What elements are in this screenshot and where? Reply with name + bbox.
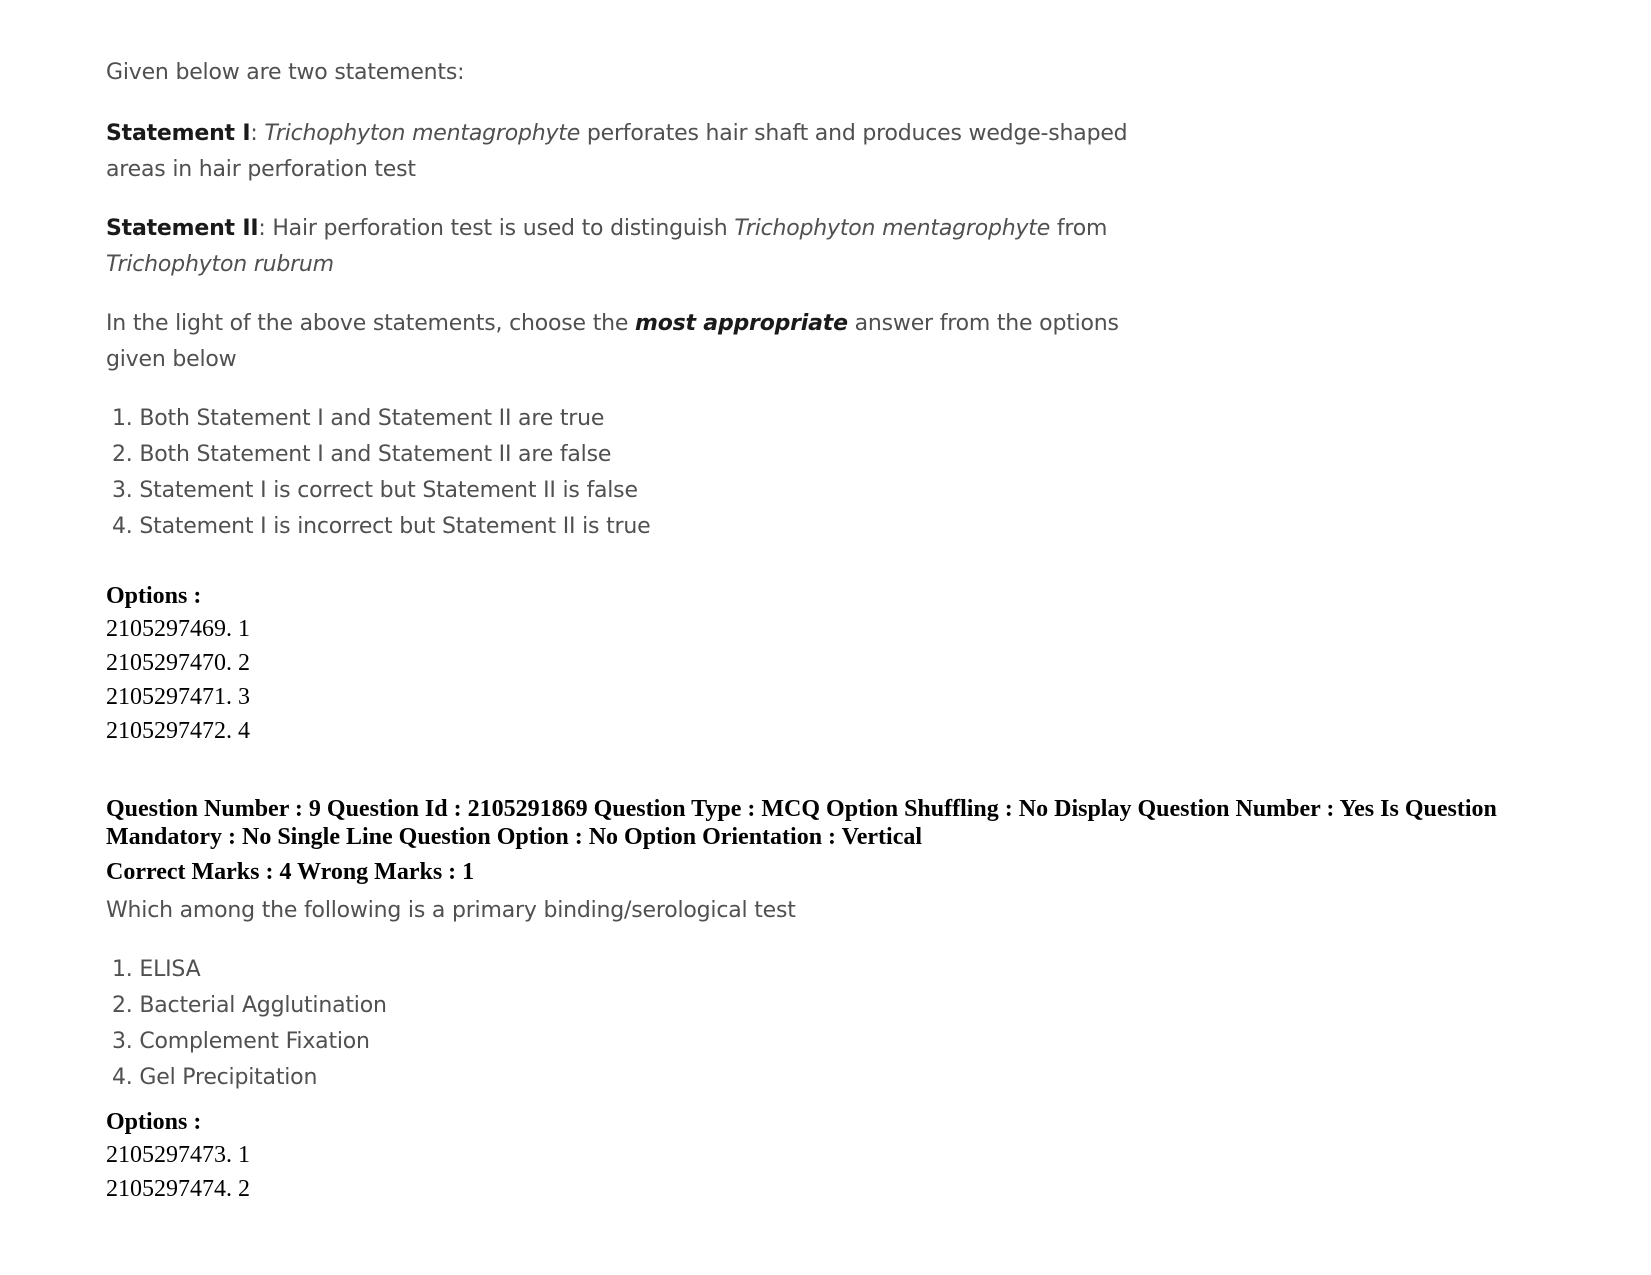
q8-statement-2-line1 — [106, 216, 1107, 241]
colon: : — [250, 121, 265, 146]
q9-metadata-line1: Question Number : 9 Question Id : 2105291869 Question Type : MCQ Option Shuffling : No Display Question Number : Yes Is Question — [106, 796, 1497, 822]
q8-instruction-line1 — [106, 311, 1119, 336]
q8-choice-4: 4. Statement I is incorrect but Statement II is true — [112, 514, 651, 539]
q8-statement-1-line2: areas in hair perforation test — [106, 157, 416, 182]
q8-option-2: 2105297470. 2 — [106, 650, 250, 676]
species-name: Trichophyton mentagrophyte — [734, 216, 1051, 241]
q8-choice-1: 1. Both Statement I and Statement II are true — [112, 406, 605, 431]
q9-metadata-line2: Mandatory : No Single Line Question Option : No Option Orientation : Vertical — [106, 824, 923, 850]
q9-marks: Correct Marks : 4 Wrong Marks : 1 — [106, 859, 475, 885]
q9-option-2: 2105297474. 2 — [106, 1176, 250, 1202]
q9-question: Which among the following is a primary binding/serological test — [106, 898, 796, 923]
q8-statement-2-line2: Trichophyton rubrum — [106, 252, 334, 277]
q9-metadata — [106, 795, 1586, 851]
statement-text: from — [1050, 216, 1108, 241]
q8-choice-2: 2. Both Statement I and Statement II are false — [112, 442, 612, 467]
statement-1-label: Statement I — [106, 121, 251, 146]
q9-choice-1: 1. ELISA — [112, 957, 201, 982]
statement-text: : Hair perforation test is used to distinguish — [258, 216, 735, 241]
q8-choice-3: 3. Statement I is correct but Statement II is false — [112, 478, 638, 503]
q9-options-label: Options : — [106, 1109, 202, 1135]
instruction-text: answer from the options — [847, 311, 1119, 336]
q8-options-label: Options : — [106, 583, 202, 609]
q8-option-1: 2105297469. 1 — [106, 616, 250, 642]
statement-2-label: Statement II — [106, 216, 259, 241]
q8-intro: Given below are two statements: — [106, 60, 465, 85]
instruction-text: In the light of the above statements, choose the — [106, 311, 635, 336]
q9-choice-4: 4. Gel Precipitation — [112, 1065, 318, 1090]
q9-choice-2: 2. Bacterial Agglutination — [112, 993, 387, 1018]
q8-option-3: 2105297471. 3 — [106, 684, 250, 710]
instruction-emphasis: most appropriate — [635, 311, 848, 336]
q8-option-4: 2105297472. 4 — [106, 718, 250, 744]
q9-option-1: 2105297473. 1 — [106, 1142, 250, 1168]
q8-statement-1-line1 — [106, 121, 1127, 146]
q9-choice-3: 3. Complement Fixation — [112, 1029, 370, 1054]
statement-text: perforates hair shaft and produces wedge-shaped — [580, 121, 1128, 146]
q8-instruction-line2: given below — [106, 347, 237, 372]
species-name: Trichophyton mentagrophyte — [264, 121, 581, 146]
